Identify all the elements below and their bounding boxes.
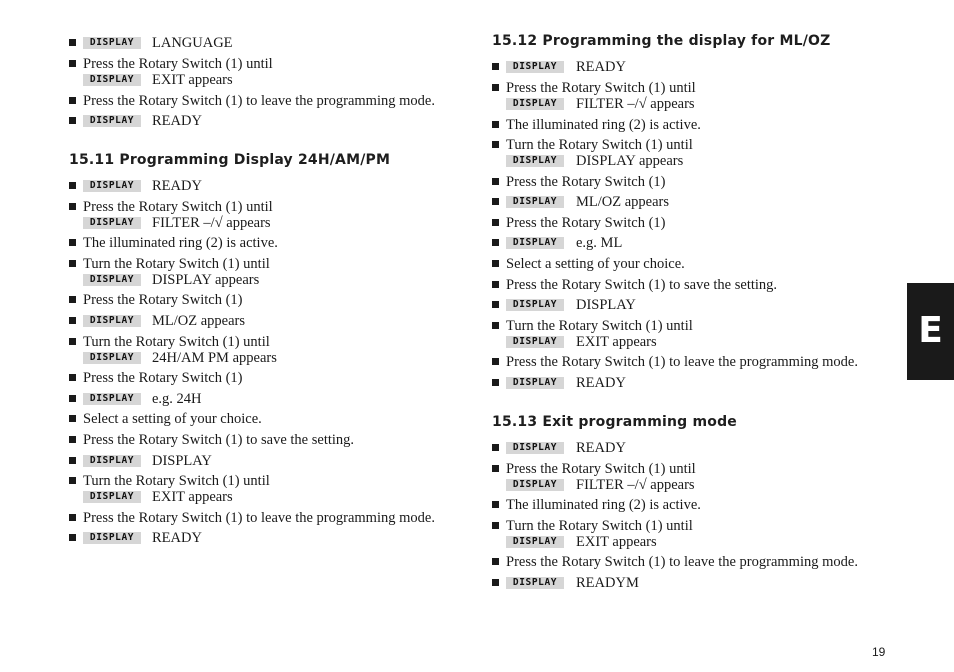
list-item-text: EXIT appears — [576, 334, 657, 350]
display-lcd-icon: DISPLAY — [506, 196, 564, 208]
display-lcd-icon: DISPLAY — [83, 393, 141, 405]
list-item-text: Press the Rotary Switch (1) — [506, 215, 666, 231]
display-lcd-icon: DISPLAY — [506, 98, 564, 110]
display-lcd-icon: DISPLAY — [506, 299, 564, 311]
bullet-square-icon — [69, 338, 76, 345]
bullet-square-icon — [69, 60, 76, 67]
bullet-square-icon — [492, 281, 499, 288]
list-item-text: READYM — [576, 575, 639, 591]
list-item-text: Press the Rotary Switch (1) — [83, 292, 243, 308]
bullet-square-icon — [492, 260, 499, 267]
display-lcd-icon: DISPLAY — [506, 442, 564, 454]
bullet-square-icon — [69, 97, 76, 104]
list-item-text: EXIT appears — [576, 534, 657, 550]
bullet-square-icon — [69, 182, 76, 189]
list-item-text: ML/OZ appears — [576, 194, 670, 210]
list-item-text: EXIT appears — [152, 489, 233, 505]
bullet-square-icon — [69, 260, 76, 267]
list-item-text: e.g. 24H — [152, 391, 202, 407]
list-item-text: Press the Rotary Switch (1) to leave the programming mode. — [83, 510, 435, 526]
list-item-text: Turn the Rotary Switch (1) until — [83, 473, 270, 489]
bullet-square-icon — [69, 296, 76, 303]
list-item-text: DISPLAY appears — [576, 153, 684, 169]
bullet-square-icon — [69, 457, 76, 464]
section-heading-15-12: 15.12 Programming the display for ML/OZ — [492, 33, 831, 49]
list-item-text: Turn the Rotary Switch (1) until — [506, 137, 693, 153]
list-item-text: Press the Rotary Switch (1) to leave the programming mode. — [506, 554, 858, 570]
language-tab — [907, 283, 954, 380]
display-lcd-icon: DISPLAY — [506, 377, 564, 389]
display-lcd-icon: DISPLAY — [83, 274, 141, 286]
bullet-square-icon — [492, 522, 499, 529]
display-lcd-icon: DISPLAY — [83, 115, 141, 127]
list-item-text: EXIT appears — [152, 72, 233, 88]
bullet-square-icon — [69, 514, 76, 521]
display-lcd-icon: DISPLAY — [83, 37, 141, 49]
list-item-text: Press the Rotary Switch (1) until — [83, 199, 273, 215]
display-lcd-icon: DISPLAY — [506, 479, 564, 491]
section-heading-15-11: 15.11 Programming Display 24H/AM/PM — [69, 152, 391, 168]
display-lcd-icon: DISPLAY — [83, 455, 141, 467]
bullet-square-icon — [492, 379, 499, 386]
list-item-text: Select a setting of your choice. — [83, 411, 262, 427]
display-lcd-icon: DISPLAY — [506, 577, 564, 589]
list-item-text: DISPLAY — [576, 297, 636, 313]
bullet-square-icon — [492, 465, 499, 472]
bullet-square-icon — [492, 198, 499, 205]
list-item-text: DISPLAY appears — [152, 272, 260, 288]
bullet-square-icon — [492, 322, 499, 329]
bullet-square-icon — [69, 374, 76, 381]
list-item-text: FILTER –/√ appears — [152, 215, 271, 231]
bullet-square-icon — [69, 415, 76, 422]
bullet-square-icon — [492, 358, 499, 365]
bullet-square-icon — [492, 141, 499, 148]
list-item-text: FILTER –/√ appears — [576, 96, 695, 112]
bullet-square-icon — [492, 579, 499, 586]
language-tab-letter: E — [918, 310, 943, 351]
bullet-square-icon — [69, 203, 76, 210]
bullet-square-icon — [492, 558, 499, 565]
bullet-square-icon — [492, 239, 499, 246]
bullet-square-icon — [69, 39, 76, 46]
list-item-text: Turn the Rotary Switch (1) until — [83, 256, 270, 272]
list-item-text: READY — [576, 375, 626, 391]
list-item-text: Press the Rotary Switch (1) to save the setting. — [506, 277, 778, 293]
section-heading-15-13: 15.13 Exit programming mode — [492, 414, 737, 430]
bullet-square-icon — [492, 301, 499, 308]
list-item-text: Press the Rotary Switch (1) until — [506, 80, 696, 96]
list-item-text: Press the Rotary Switch (1) to leave the programming mode. — [506, 354, 858, 370]
list-item-text: DISPLAY — [152, 453, 212, 469]
display-lcd-icon: DISPLAY — [506, 536, 564, 548]
list-item-text: Press the Rotary Switch (1) until — [506, 461, 696, 477]
list-item-text: 24H/AM PM appears — [152, 350, 277, 366]
bullet-square-icon — [492, 444, 499, 451]
list-item-text: e.g. ML — [576, 235, 623, 251]
list-item-text: Turn the Rotary Switch (1) until — [506, 318, 693, 334]
bullet-square-icon — [69, 239, 76, 246]
list-item-text: Press the Rotary Switch (1) — [506, 174, 666, 190]
bullet-square-icon — [69, 117, 76, 124]
list-item-text: Press the Rotary Switch (1) to leave the programming mode. — [83, 93, 435, 109]
list-item-text: The illuminated ring (2) is active. — [83, 235, 278, 251]
list-item-text: READY — [576, 59, 626, 75]
bullet-square-icon — [69, 477, 76, 484]
list-item-text: Press the Rotary Switch (1) to save the setting. — [83, 432, 355, 448]
list-item-text: READY — [152, 113, 202, 129]
list-item-text: ML/OZ appears — [152, 313, 246, 329]
display-lcd-icon: DISPLAY — [83, 315, 141, 327]
display-lcd-icon: DISPLAY — [506, 237, 564, 249]
display-lcd-icon: DISPLAY — [506, 155, 564, 167]
bullet-square-icon — [69, 395, 76, 402]
bullet-square-icon — [492, 178, 499, 185]
bullet-square-icon — [69, 317, 76, 324]
bullet-square-icon — [69, 436, 76, 443]
display-lcd-icon: DISPLAY — [83, 74, 141, 86]
list-item-text: Press the Rotary Switch (1) — [83, 370, 243, 386]
list-item-text: LANGUAGE — [152, 35, 233, 51]
page-number: 19 — [872, 645, 886, 659]
bullet-square-icon — [492, 501, 499, 508]
list-item-text: READY — [152, 530, 202, 546]
list-item-text: READY — [576, 440, 626, 456]
display-lcd-icon: DISPLAY — [506, 336, 564, 348]
display-lcd-icon: DISPLAY — [83, 180, 141, 192]
list-item-text: Select a setting of your choice. — [506, 256, 685, 272]
display-lcd-icon: DISPLAY — [83, 532, 141, 544]
bullet-square-icon — [69, 534, 76, 541]
list-item-text: Press the Rotary Switch (1) until — [83, 56, 273, 72]
list-item-text: READY — [152, 178, 202, 194]
display-lcd-icon: DISPLAY — [506, 61, 564, 73]
bullet-square-icon — [492, 63, 499, 70]
display-lcd-icon: DISPLAY — [83, 217, 141, 229]
list-item-text: The illuminated ring (2) is active. — [506, 117, 701, 133]
bullet-square-icon — [492, 219, 499, 226]
list-item-text: Turn the Rotary Switch (1) until — [506, 518, 693, 534]
display-lcd-icon: DISPLAY — [83, 491, 141, 503]
list-item-text: The illuminated ring (2) is active. — [506, 497, 701, 513]
list-item-text: Turn the Rotary Switch (1) until — [83, 334, 270, 350]
bullet-square-icon — [492, 121, 499, 128]
bullet-square-icon — [492, 84, 499, 91]
list-item-text: FILTER –/√ appears — [576, 477, 695, 493]
display-lcd-icon: DISPLAY — [83, 352, 141, 364]
